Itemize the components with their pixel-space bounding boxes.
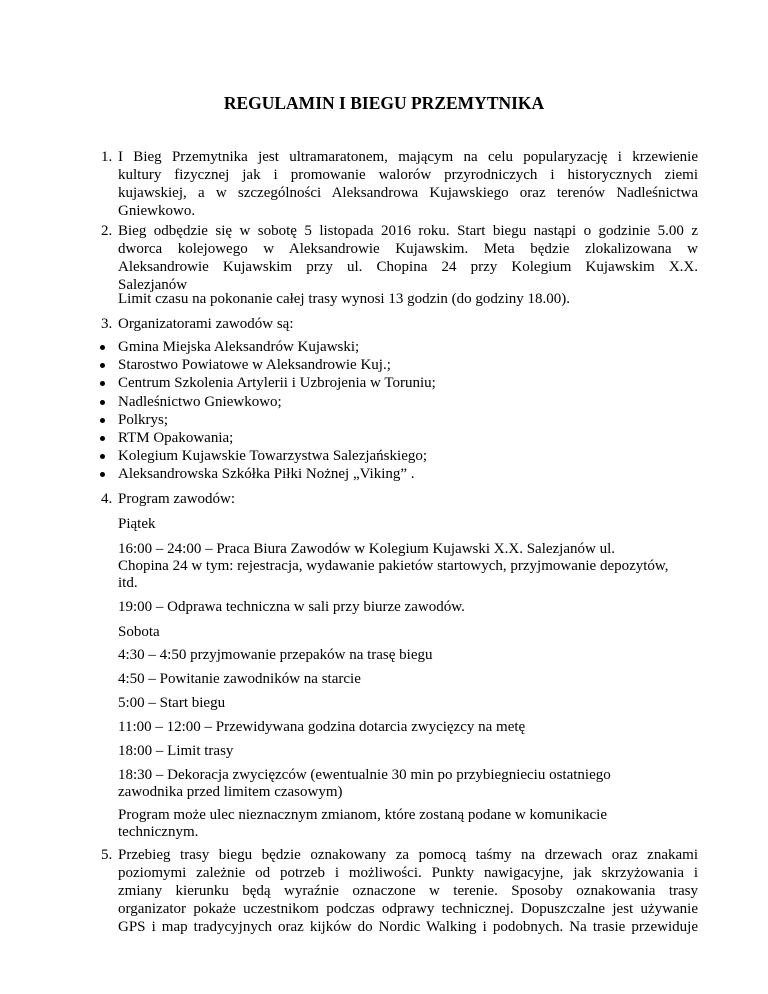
program-saturday-item-4: 11:00 – 12:00 – Przewidywana godzina dotarcia zwycięzcy na metę	[118, 719, 526, 735]
section-4	[101, 490, 698, 508]
organizers-list	[100, 338, 436, 484]
program-friday-item-1-cont: Chopina 24 w tym: rejestracja, wydawanie pakietów startowych, przyjmowanie depozytów,	[118, 558, 669, 574]
program-saturday-item-5: 18:00 – Limit trasy	[118, 743, 234, 759]
list-item: Gmina Miejska Aleksandrów Kujawski;	[100, 338, 436, 356]
list-item: Centrum Szkolenia Artylerii i Uzbrojenia w Toruniu;	[100, 374, 436, 392]
program-saturday-item-6: 18:30 – Dekoracja zwycięzców (ewentualnie 30 min po przybiegnieciu ostatniego	[118, 767, 611, 783]
section-5-number: 5.	[101, 847, 113, 863]
section-5	[101, 846, 698, 936]
section-4-heading: Program zawodów:	[118, 491, 236, 507]
section-3	[101, 315, 698, 333]
section-5-line-4: organizator pokaże uczestnikom podczas odprawy technicznej. Dopuszczalne jest używanie	[118, 901, 698, 917]
program-note: Program może ulec nieznacznym zmianom, które zostaną podane w komunikacie	[118, 807, 607, 823]
section-2-line-4: Salezjanów	[118, 277, 188, 293]
program-friday-label: Piątek	[118, 516, 156, 532]
section-2	[101, 222, 698, 294]
program-saturday-label: Sobota	[118, 624, 160, 640]
section-1-number: 1.	[101, 149, 113, 165]
section-4-number: 4.	[101, 491, 113, 507]
list-item: Polkrys;	[100, 411, 436, 429]
list-item: Starostwo Powiatowe w Aleksandrowie Kuj.;	[100, 356, 436, 374]
bullet-icon	[100, 381, 105, 386]
program-note-cont: technicznym.	[118, 824, 199, 840]
section-1-line-2: kultury fizycznej jak i promowanie walorów przyrodniczych i historycznych ziemi	[118, 167, 698, 183]
section-5-line-2: poziomymi zależnie od potrzeb i możliwości. Punkty nawigacyjne, jak skrzyżowania i	[118, 865, 698, 881]
bullet-icon	[100, 472, 105, 477]
section-1-line-3: kujawskiej, a w szczególności Aleksandrowa Kujawskiego oraz terenów Nadleśnictwa	[118, 185, 698, 201]
section-2-number: 2.	[101, 223, 113, 239]
document-title: REGULAMIN I BIEGU PRZEMYTNIKA	[223, 93, 545, 113]
section-5-line-5: GPS i map tradycyjnych oraz kijków do Nordic Walking i podobnych. Na trasie przewiduje	[118, 919, 698, 935]
section-5-line-1: Przebieg trasy biegu będzie oznakowany za pomocą taśmy na drzewach oraz znakami	[118, 847, 698, 863]
list-item: Aleksandrowska Szkółka Piłki Nożnej „Viking” .	[100, 465, 436, 483]
section-2-time-limit: Limit czasu na pokonanie całej trasy wynosi 13 godzin (do godziny 18.00).	[118, 291, 570, 307]
section-2-line-1: Bieg odbędzie się w sobotę 5 listopada 2016 roku. Start biegu nastąpi o godzinie 5.00 z	[118, 223, 698, 239]
program-saturday-item-1: 4:30 – 4:50 przyjmowanie przepaków na trasę biegu	[118, 647, 433, 663]
bullet-icon	[100, 436, 105, 441]
section-2-line-3: Aleksandrowie Kujawskim przy ul. Chopina 24 przy Kolegium Kujawskim X.X.	[118, 259, 698, 275]
bullet-icon	[100, 400, 105, 405]
section-3-number: 3.	[101, 316, 113, 332]
bullet-icon	[100, 363, 105, 368]
section-1-line-4: Gniewkowo.	[118, 203, 196, 219]
program-saturday-item-6-cont: zawodnika przed limitem czasowym)	[118, 784, 343, 800]
bullet-icon	[100, 345, 105, 350]
list-item: Kolegium Kujawskie Towarzystwa Salezjańskiego;	[100, 447, 436, 465]
list-item: RTM Opakowania;	[100, 429, 436, 447]
program-friday-item-1-end: itd.	[118, 575, 138, 591]
program-friday-item-1: 16:00 – 24:00 – Praca Biura Zawodów w Kolegium Kujawski X.X. Salezjanów ul.	[118, 541, 615, 557]
bullet-icon	[100, 454, 105, 459]
list-item: Nadleśnictwo Gniewkowo;	[100, 393, 436, 411]
section-1	[101, 148, 698, 220]
section-5-line-3: zmiany kierunku będą wyraźnie oznaczone w terenie. Sposoby oznakowania trasy	[118, 883, 698, 899]
section-3-heading: Organizatorami zawodów są:	[118, 316, 294, 332]
program-friday-item-2: 19:00 – Odprawa techniczna w sali przy biurze zawodów.	[118, 599, 465, 615]
program-saturday-item-2: 4:50 – Powitanie zawodników na starcie	[118, 671, 361, 687]
section-2-line-2: dworca kolejowego w Aleksandrowie Kujawskim. Meta będzie zlokalizowana w	[118, 241, 698, 257]
bullet-icon	[100, 418, 105, 423]
section-1-line-1: I Bieg Przemytnika jest ultramaratonem, mającym na celu popularyzację i krzewienie	[118, 149, 698, 165]
program-saturday-item-3: 5:00 – Start biegu	[118, 695, 226, 711]
